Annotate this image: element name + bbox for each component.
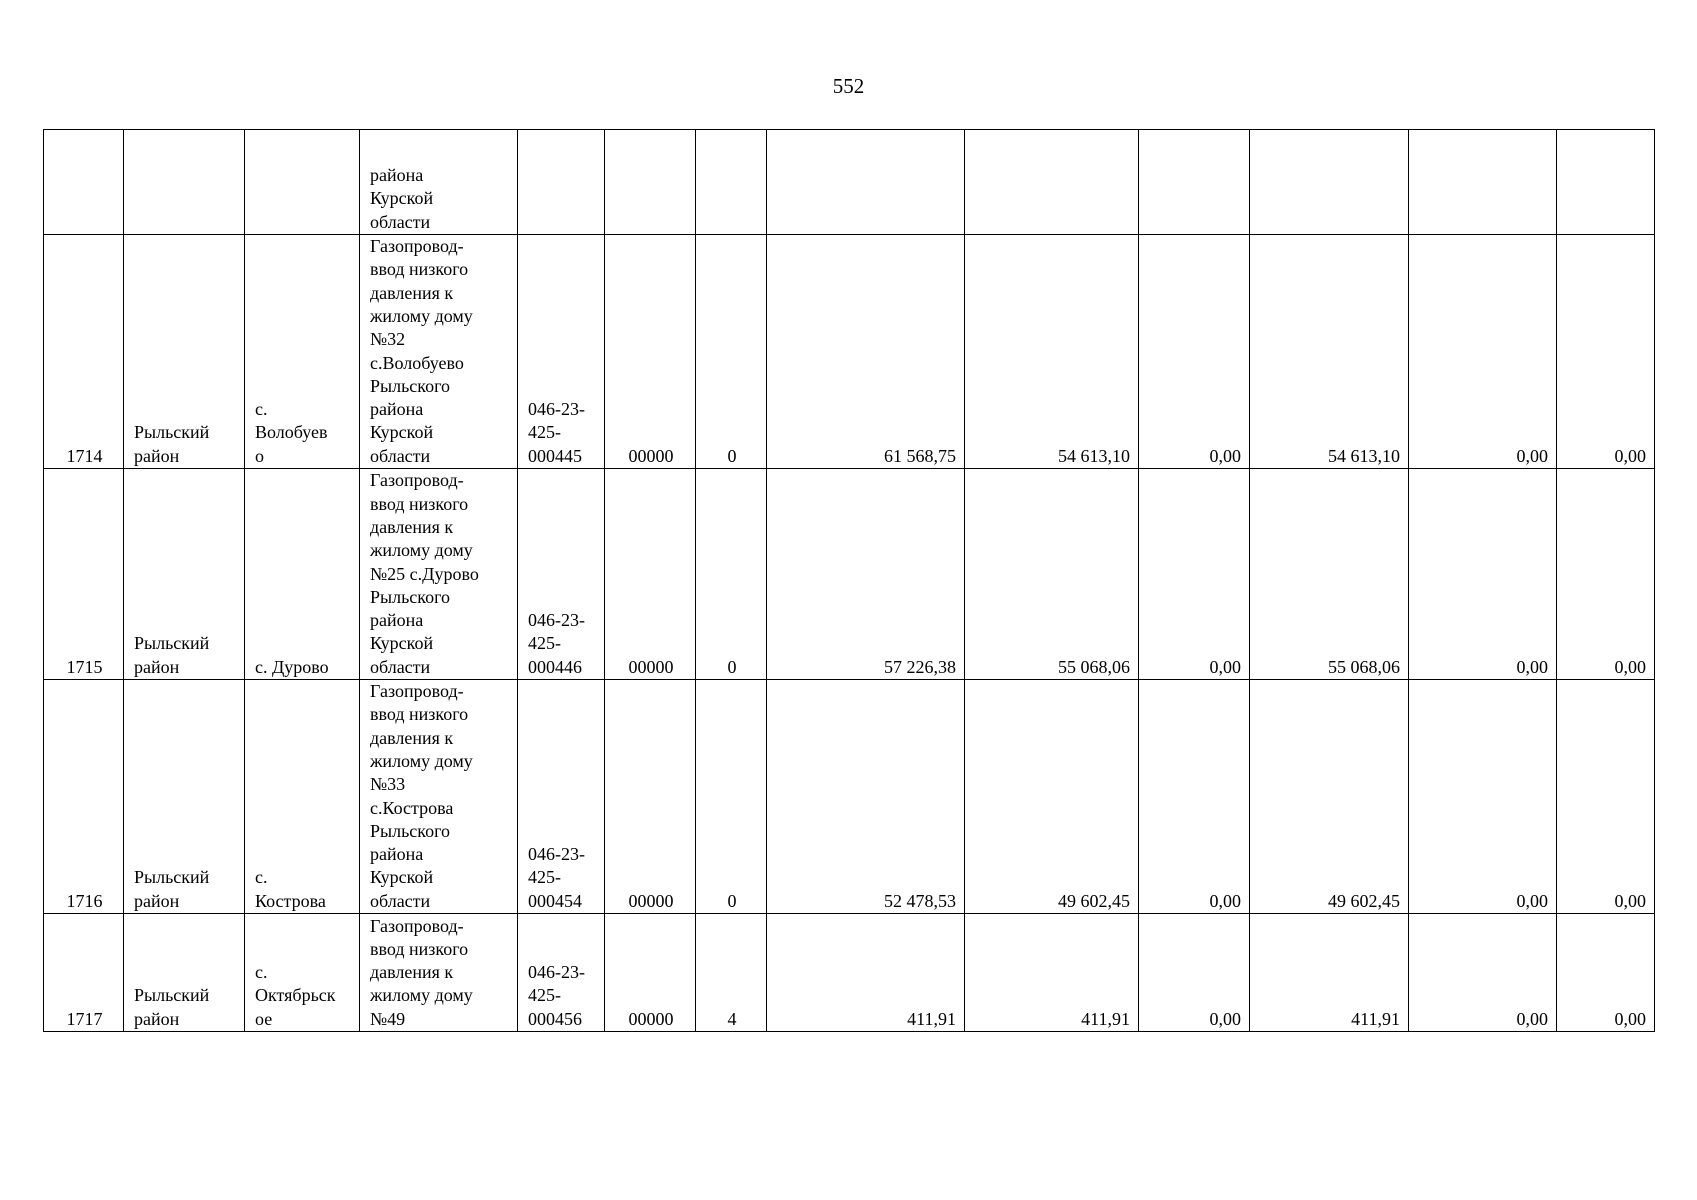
cell-amount4: 54 613,10 xyxy=(1250,235,1409,469)
cell-amount4 xyxy=(1250,130,1409,235)
cell-amount1: 52 478,53 xyxy=(767,680,965,914)
cell-amount2 xyxy=(965,130,1139,235)
cell-amount5: 0,00 xyxy=(1409,469,1557,680)
cell-code2: 00000 xyxy=(605,914,696,1032)
cell-number: 1716 xyxy=(44,680,124,914)
district-text: Рыльский район xyxy=(134,633,210,677)
district-text: Рыльский район xyxy=(134,422,210,466)
description-text: Газопровод- ввод низкого давления к жилому дому №32 с.Волобуево Рыльского района Курской области xyxy=(370,236,473,466)
cell-locality xyxy=(245,914,360,1032)
cell-code2: 00000 xyxy=(605,469,696,680)
reg-code-text: 046-23- 425- 000456 xyxy=(528,962,585,1029)
description-text: района Курской области xyxy=(370,165,434,232)
cell-number: 1714 xyxy=(44,235,124,469)
district-text: Рыльский район xyxy=(134,867,210,911)
cell-description xyxy=(360,469,518,680)
cell-amount2: 54 613,10 xyxy=(965,235,1139,469)
cell-reg-code xyxy=(518,130,605,235)
cell-amount4: 55 068,06 xyxy=(1250,469,1409,680)
cell-amount6: 0,00 xyxy=(1557,235,1655,469)
cell-code2: 00000 xyxy=(605,235,696,469)
cell-code3 xyxy=(696,130,767,235)
cell-district xyxy=(124,469,245,680)
district-text: Рыльский район xyxy=(134,985,210,1029)
reg-code-text: 046-23- 425- 000446 xyxy=(528,610,585,677)
cell-amount3: 0,00 xyxy=(1139,680,1250,914)
cell-amount5 xyxy=(1409,130,1557,235)
cell-amount5: 0,00 xyxy=(1409,680,1557,914)
cell-district xyxy=(124,680,245,914)
table-row xyxy=(44,680,1655,914)
cell-description xyxy=(360,680,518,914)
page-number: 552 xyxy=(832,74,865,98)
cell-reg-code xyxy=(518,680,605,914)
cell-amount2: 55 068,06 xyxy=(965,469,1139,680)
cell-amount5: 0,00 xyxy=(1409,235,1557,469)
cell-amount5: 0,00 xyxy=(1409,914,1557,1032)
cell-district xyxy=(124,914,245,1032)
cell-amount6: 0,00 xyxy=(1557,680,1655,914)
cell-code3: 0 xyxy=(696,680,767,914)
cell-district xyxy=(124,130,245,235)
reg-code-text: 046-23- 425- 000445 xyxy=(528,399,585,466)
cell-amount1: 411,91 xyxy=(767,914,965,1032)
locality-text: с. Октябрьск ое xyxy=(255,962,336,1029)
cell-code2 xyxy=(605,130,696,235)
cell-amount2: 411,91 xyxy=(965,914,1139,1032)
cell-description xyxy=(360,914,518,1032)
cell-amount2: 49 602,45 xyxy=(965,680,1139,914)
description-text: Газопровод- ввод низкого давления к жилому дому №49 xyxy=(370,915,473,1029)
table-row xyxy=(44,914,1655,1032)
description-text: Газопровод- ввод низкого давления к жилому дому №25 с.Дурово Рыльского района Курской области xyxy=(370,470,479,677)
cell-district xyxy=(124,235,245,469)
table-row xyxy=(44,469,1655,680)
reg-code-text: 046-23- 425- 000454 xyxy=(528,844,585,911)
cell-reg-code xyxy=(518,914,605,1032)
cell-amount3 xyxy=(1139,130,1250,235)
cell-number: 1715 xyxy=(44,469,124,680)
locality-text: с. Волобуев о xyxy=(255,399,328,466)
locality-text: с. Дурово xyxy=(255,656,329,677)
cell-description xyxy=(360,130,518,235)
cell-code3: 0 xyxy=(696,235,767,469)
cell-code3: 4 xyxy=(696,914,767,1032)
cell-amount3: 0,00 xyxy=(1139,469,1250,680)
cell-amount1: 57 226,38 xyxy=(767,469,965,680)
cell-code3: 0 xyxy=(696,469,767,680)
cell-amount1: 61 568,75 xyxy=(767,235,965,469)
cell-amount6 xyxy=(1557,130,1655,235)
cell-amount1 xyxy=(767,130,965,235)
cell-amount6: 0,00 xyxy=(1557,469,1655,680)
cell-number: 1717 xyxy=(44,914,124,1032)
cell-locality xyxy=(245,235,360,469)
cell-locality xyxy=(245,130,360,235)
cell-reg-code xyxy=(518,469,605,680)
cell-number xyxy=(44,130,124,235)
cell-amount3: 0,00 xyxy=(1139,235,1250,469)
cell-amount4: 49 602,45 xyxy=(1250,680,1409,914)
cell-reg-code xyxy=(518,235,605,469)
cell-description xyxy=(360,235,518,469)
description-text: Газопровод- ввод низкого давления к жилому дому №33 с.Кострова Рыльского района Курской области xyxy=(370,681,473,911)
cell-amount6: 0,00 xyxy=(1557,914,1655,1032)
cell-locality xyxy=(245,680,360,914)
cell-amount3: 0,00 xyxy=(1139,914,1250,1032)
table-row-continuation xyxy=(44,130,1655,235)
locality-text: с. Кострова xyxy=(255,867,326,911)
cell-code2: 00000 xyxy=(605,680,696,914)
table-row xyxy=(44,235,1655,469)
cell-locality xyxy=(245,469,360,680)
cell-amount4: 411,91 xyxy=(1250,914,1409,1032)
register-table xyxy=(43,129,1655,1032)
